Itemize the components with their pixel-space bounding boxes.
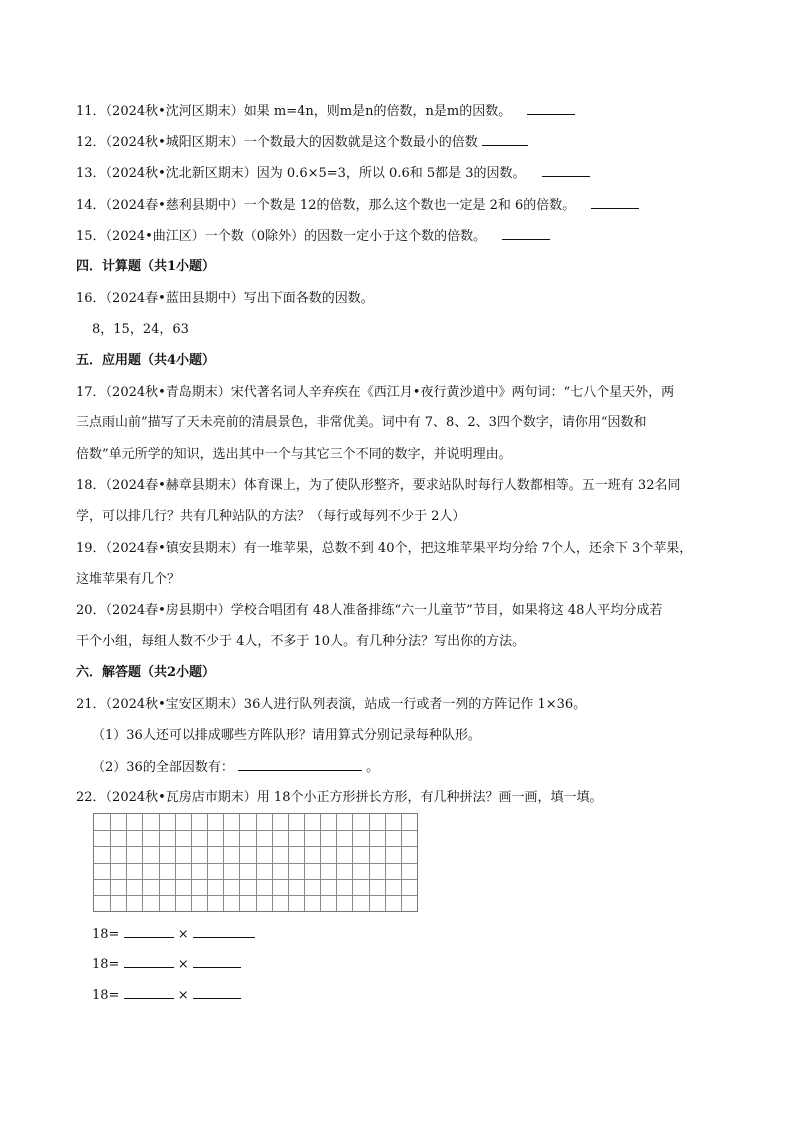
question-11-text: 11．（2024秋•沈河区期末）如果 m=4n，则m是n的倍数，n是m的因数。: [76, 104, 512, 119]
answer-blank-12[interactable]: [482, 133, 528, 146]
equation-prefix: 18=: [92, 988, 120, 1003]
equation-prefix: 18=: [92, 957, 120, 972]
factors-answer-blank[interactable]: [238, 758, 362, 771]
question-17-line-3: 倍数”单元所学的知识，选出其中一个与其它三个不同的数字，并说明理由。: [76, 447, 512, 462]
equation-blank-3b[interactable]: [193, 986, 241, 999]
equation-blank-3a[interactable]: [124, 986, 174, 999]
question-17-line-2: 三点雨山前”描写了天未亮前的清晨景色，非常优美。词中有 7、8、2、3四个数字，请你用“因数和: [76, 415, 647, 430]
equation-row-3: [92, 986, 241, 1005]
equation-blank-1b[interactable]: [193, 925, 255, 938]
section-heading-answers: 六．解答题（共2小题）: [76, 665, 216, 680]
equation-blank-1a[interactable]: [124, 925, 174, 938]
question-18-line-1: 18．（2024春•赫章县期末）体育课上，为了使队形整齐，要求站队时每行人数都相等。五一班有 32名同: [76, 478, 681, 493]
section-heading-calculation: 四．计算题（共1小题）: [76, 259, 216, 274]
question-17-line-1: 17．（2024秋•青岛期末）宋代著名词人辛弃疾在《西江月•夜行黄沙道中》两句词：“七八个星天外，两: [76, 385, 675, 400]
question-20-line-1: 20．（2024春•房县期中）学校合唱团有 48人准备排练“六一儿童节”节目，如果将这 48人平均分成若: [76, 603, 663, 618]
question-15-text: 15．（2024•曲江区）一个数（0除外）的因数一定小于这个数的倍数。: [76, 229, 487, 244]
equation-blank-2b[interactable]: [193, 955, 241, 968]
question-21-part-1: （1）36人还可以排成哪些方阵队形？请用算式分别记录每种队形。: [92, 728, 481, 743]
section-heading-application: 五．应用题（共4小题）: [76, 353, 216, 368]
equation-row-2: [92, 955, 241, 974]
question-16-numbers: 8，15，24，63: [92, 322, 189, 337]
question-21-part-2-end: 。: [366, 760, 380, 775]
question-13-text: 13．（2024秋•沈北新区期末）因为 0.6×5=3，所以 0.6和 5都是 3的因数。: [76, 166, 526, 181]
question-20-line-2: 干个小组，每组人数不少于 4人，不多于 10人。有几种分法？写出你的方法。: [76, 634, 526, 649]
equation-row-1: [92, 925, 255, 944]
question-14: [76, 196, 639, 215]
times-sign: ×: [177, 927, 189, 942]
answer-blank-13[interactable]: [542, 164, 590, 177]
question-14-text: 14．（2024春•慈利县期中）一个数是 12的倍数，那么这个数也一定是 2和 6的倍数。: [76, 198, 576, 213]
question-12: [76, 133, 528, 152]
question-11: [76, 102, 575, 121]
question-18-line-2: 学，可以排几行？共有几种站队的方法？（每行或每列不少于 2人）: [76, 509, 466, 524]
question-21-part-2-text: （2）36的全部因数有：: [92, 760, 234, 775]
question-21-part-2: [92, 758, 379, 777]
question-12-text: 12．（2024秋•城阳区期末）一个数最大的因数就是这个数最小的倍数: [76, 135, 478, 150]
question-13: [76, 164, 590, 183]
question-21: 21．（2024秋•宝安区期末）36人进行队列表演，站成一行或者一列的方阵记作 1×36。: [76, 697, 587, 712]
answer-blank-11[interactable]: [527, 102, 575, 115]
equation-prefix: 18=: [92, 927, 120, 942]
equation-blank-2a[interactable]: [124, 955, 174, 968]
question-19-line-2: 这堆苹果有几个？: [76, 572, 181, 587]
square-grid[interactable]: [93, 813, 418, 912]
question-22: 22．（2024秋•瓦房店市期末）用 18个小正方形拼长方形，有几种拼法？画一画，填一填。: [76, 790, 603, 805]
answer-blank-14[interactable]: [591, 196, 639, 209]
grid-lines: [94, 814, 417, 911]
times-sign: ×: [177, 957, 189, 972]
question-19-line-1: 19．（2024春•镇安县期末）有一堆苹果，总数不到 40个，把这堆苹果平均分给 7个人，还余下 3个苹果，: [76, 541, 693, 556]
question-15: [76, 227, 550, 246]
question-16: 16．（2024春•蓝田县期中）写出下面各数的因数。: [76, 291, 374, 306]
times-sign: ×: [177, 988, 189, 1003]
answer-blank-15[interactable]: [502, 227, 550, 240]
